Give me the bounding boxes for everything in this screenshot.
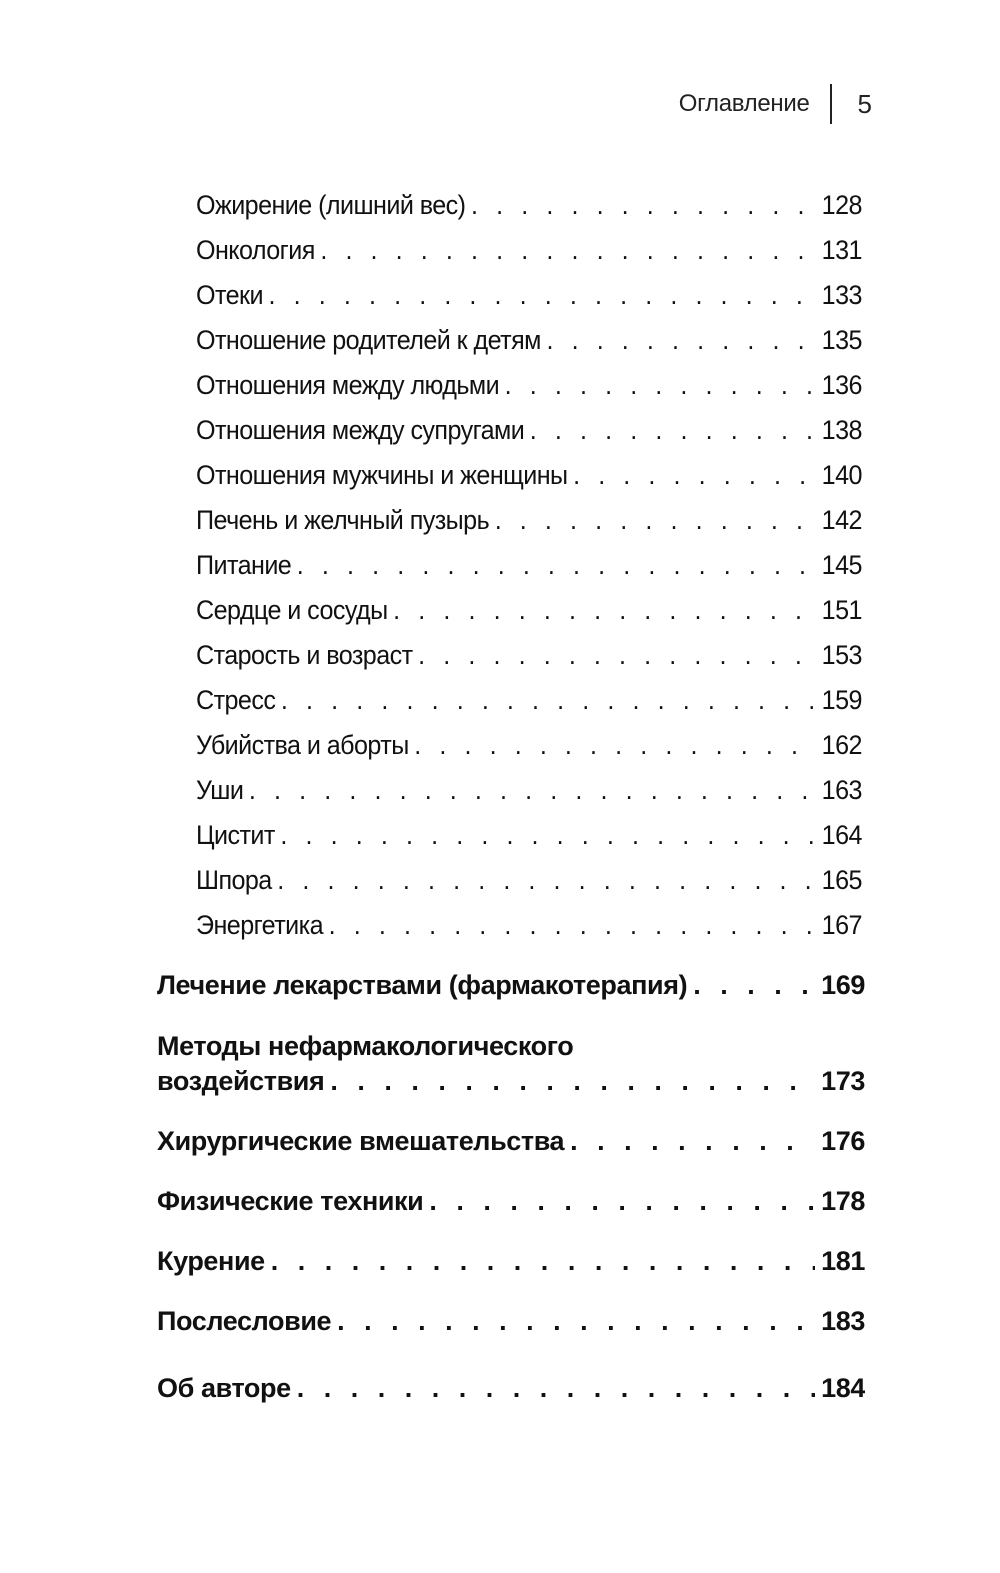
toc-entry[interactable] [196,370,862,401]
header-divider [830,84,832,124]
entry-label: Отеки [196,280,263,310]
chapter-label: Об авторе [157,1373,291,1403]
toc-entry[interactable] [196,190,862,221]
entry-page: 162 [821,730,862,760]
entry-page: 135 [821,325,862,355]
entry-label: Отношение родителей к детям [196,325,541,355]
toc-entry[interactable] [196,865,862,896]
chapter-page: 169 [821,970,865,1000]
entry-label: Питание [196,550,292,580]
toc-entry[interactable] [196,550,862,581]
toc-chapter[interactable] [157,1126,865,1157]
toc-entry[interactable] [196,235,862,266]
entry-label: Цистит [196,820,275,850]
leader-dots [297,550,816,581]
entry-label: Сердце и сосуды [196,595,388,625]
toc-chapter[interactable] [157,1373,865,1404]
entry-label: Ожирение (лишний вес) [196,190,466,220]
chapter-label: Послесловие [157,1306,332,1336]
toc-entry[interactable] [196,460,862,491]
toc-entry[interactable] [196,685,862,716]
entry-page: 145 [821,550,862,580]
leader-dots [414,730,816,761]
toc-entry[interactable] [196,280,862,311]
entry-page: 128 [821,190,862,220]
leader-dots [271,1246,815,1277]
leader-dots [429,1186,815,1217]
chapter-label-line1: Методы нефармакологического [157,1031,574,1061]
entry-page: 163 [821,775,862,805]
toc-entry[interactable] [196,910,862,941]
leader-dots [570,1126,815,1157]
toc-chapter[interactable] [157,1306,865,1337]
toc-entry[interactable] [196,730,862,761]
entry-page: 159 [821,685,862,715]
leader-dots [277,865,816,896]
entry-label: Убийства и аборты [196,730,409,760]
entry-label: Стресс [196,685,276,715]
header-title: Оглавление [678,90,810,117]
leader-dots [505,370,816,401]
chapter-label: Курение [157,1246,265,1276]
chapter-page: 184 [821,1373,865,1403]
leader-dots [269,280,817,311]
chapter-page: 173 [821,1066,865,1096]
leader-dots [530,415,816,446]
toc-chapter[interactable] [157,970,865,1001]
chapter-label: Физические техники [157,1186,424,1216]
entry-label: Онкология [196,235,315,265]
toc-chapter[interactable] [157,1246,865,1277]
leader-dots [573,460,816,491]
chapter-page: 183 [821,1306,865,1336]
running-header [679,84,872,124]
entry-page: 136 [821,370,862,400]
leader-dots [471,190,816,221]
entry-page: 138 [821,415,862,445]
chapter-page: 178 [821,1186,865,1216]
leader-dots [280,820,816,851]
entry-label: Отношения между супругами [196,415,525,445]
page-number: 5 [857,88,872,119]
toc-entry[interactable] [196,820,862,851]
leader-dots [393,595,816,626]
leader-dots [418,640,816,671]
toc-entry[interactable] [196,325,862,356]
entry-label: Старость и возраст [196,640,413,670]
toc-chapter[interactable] [157,1066,865,1097]
entry-label: Энергетика [196,910,324,940]
entry-page: 164 [821,820,862,850]
leader-dots [337,1306,815,1337]
toc-entry[interactable] [196,775,862,806]
toc-entry[interactable] [196,595,862,626]
entry-label: Отношения мужчины и женщины [196,460,568,490]
entry-page: 165 [821,865,862,895]
toc-entry[interactable] [196,415,862,446]
leader-dots [495,505,816,536]
toc-entry[interactable] [196,640,862,671]
entry-label: Отношения между людьми [196,370,500,400]
leader-dots [281,685,816,716]
entry-page: 133 [821,280,862,310]
leader-dots [320,235,816,266]
chapter-page: 181 [821,1246,865,1276]
leader-dots [330,1066,815,1097]
chapter-label: Лечение лекарствами (фармакотерапия) [157,970,688,1000]
leader-dots [693,970,815,1001]
chapter-label: Хирургические вмешательства [157,1126,565,1156]
entry-label: Шпора [196,865,272,895]
chapter-page: 176 [821,1126,865,1156]
entry-page: 142 [821,505,862,535]
entry-label: Печень и желчный пузырь [196,505,490,535]
leader-dots [297,1373,815,1404]
entry-page: 153 [821,640,862,670]
entry-label: Уши [196,775,244,805]
leader-dots [329,910,816,941]
toc-entry[interactable] [196,505,862,536]
entry-page: 140 [821,460,862,490]
chapter-label: воздействия [157,1066,325,1096]
entry-page: 131 [821,235,862,265]
toc-chapter[interactable] [157,1186,865,1217]
leader-dots [546,325,816,356]
entry-page: 151 [821,595,862,625]
entry-page: 167 [821,910,862,940]
leader-dots [249,775,816,806]
